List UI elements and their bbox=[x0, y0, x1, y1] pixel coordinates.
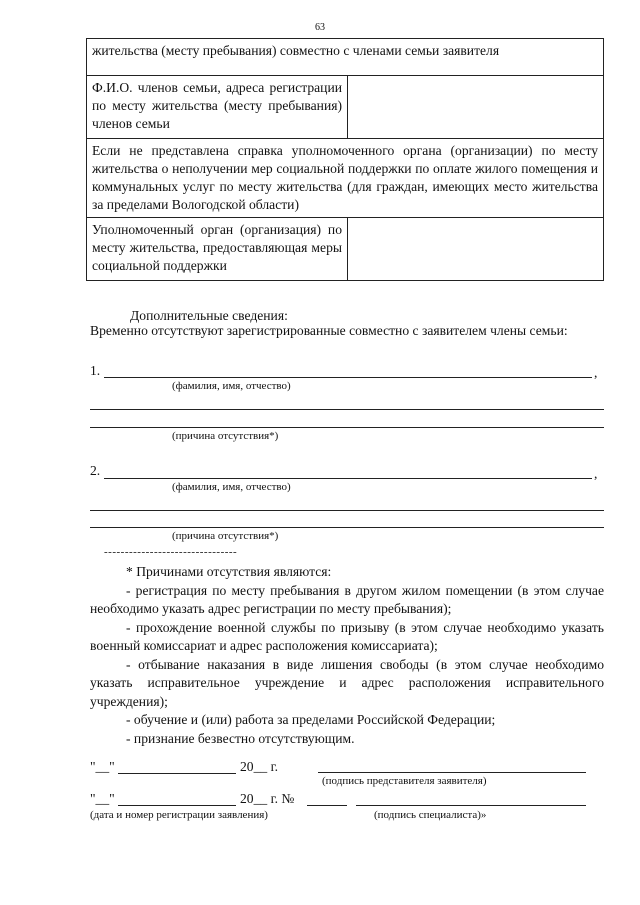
authorized-body-field[interactable] bbox=[348, 218, 604, 281]
additional-info-heading: Дополнительные сведения: bbox=[130, 308, 288, 323]
table-row bbox=[87, 139, 604, 218]
additional-info-text: Временно отсутствуют зарегистрированные совместно с заявителем члены семьи: bbox=[90, 323, 568, 338]
member-2-number: 2. bbox=[90, 463, 101, 478]
member-1-fio-caption: (фамилия, имя, отчество) bbox=[172, 380, 291, 392]
member-1-reason-caption: (причина отсутствия*) bbox=[172, 430, 279, 442]
footnote-item: - отбывание наказания в виде лишения свободы (в этом случае необходимо указать исправительное учреждение и адрес расположения исправительного учреждения); bbox=[90, 656, 604, 709]
page-number: 63 bbox=[315, 22, 325, 33]
date-1-prefix: "__" bbox=[90, 759, 115, 774]
table-cell-residence: жительства (месту пребывания) совместно с членами семьи заявителя bbox=[87, 39, 604, 76]
date-2-prefix: "__" bbox=[90, 791, 115, 806]
member-1-number: 1. bbox=[90, 363, 101, 378]
member-1-reason-line-1[interactable] bbox=[90, 409, 604, 410]
applicant-signature-line[interactable] bbox=[318, 772, 586, 773]
member-2-fio-caption: (фамилия, имя, отчество) bbox=[172, 481, 291, 493]
table-row bbox=[87, 218, 604, 281]
date-2-month-line[interactable] bbox=[118, 805, 236, 806]
footnote-intro: * Причинами отсутствия являются: bbox=[126, 564, 332, 579]
member-1-reason-line-2[interactable] bbox=[90, 427, 604, 428]
family-members-label: Ф.И.О. членов семьи, адреса регистрации по месту жительства (месту пребывания) членов семьи bbox=[87, 76, 348, 139]
footnote-item: - признание безвестно отсутствующим. bbox=[126, 730, 355, 746]
date-2-year-number: 20__ г. № bbox=[240, 791, 295, 806]
member-2-reason-line-2[interactable] bbox=[90, 527, 604, 528]
footnote-separator: -------------------------------- bbox=[104, 546, 238, 558]
certificate-note: Если не представлена справка уполномоченного органа (организации) по месту жительства о неполучении мер социальной поддержки по оплате жилого помещения и коммунальных услуг по месту жительства (для граждан, имеющих место жительства за пределами Вологодской области) bbox=[87, 139, 604, 218]
footnote-item: - регистрация по месту пребывания в другом жилом помещении (в этом случае необходимо указать адрес регистрации по месту пребывания); bbox=[90, 582, 604, 616]
member-2-reason-caption: (причина отсутствия*) bbox=[172, 530, 279, 542]
family-members-field[interactable] bbox=[348, 76, 604, 139]
member-1-fio-line[interactable] bbox=[104, 377, 592, 378]
footnote-item: - прохождение военной службы по призыву (в этом случае необходимо указать военный комиссариат и адрес расположения комиссариата); bbox=[90, 619, 604, 653]
footnote-block bbox=[90, 563, 604, 748]
date-1-month-line[interactable] bbox=[118, 773, 236, 774]
registration-number-line[interactable] bbox=[307, 805, 347, 806]
registration-caption: (дата и номер регистрации заявления) bbox=[90, 809, 268, 821]
member-2-reason-line-1[interactable] bbox=[90, 510, 604, 511]
footnote-item: - обучение и (или) работа за пределами Российской Федерации; bbox=[126, 712, 496, 727]
applicant-signature-caption: (подпись представителя заявителя) bbox=[322, 775, 487, 787]
authorized-body-label: Уполномоченный орган (организация) по месту жительства, предоставляющая меры социальной поддержки bbox=[87, 218, 348, 281]
applicant-info-table bbox=[86, 38, 604, 281]
table-row bbox=[87, 39, 604, 76]
specialist-signature-caption: (подпись специалиста)» bbox=[374, 809, 487, 821]
member-1-comma: , bbox=[594, 365, 598, 380]
date-1-year: 20__ г. bbox=[240, 759, 279, 774]
member-2-fio-line[interactable] bbox=[104, 478, 592, 479]
member-2-comma: , bbox=[594, 466, 598, 481]
specialist-signature-line[interactable] bbox=[356, 805, 586, 806]
table-row bbox=[87, 76, 604, 139]
